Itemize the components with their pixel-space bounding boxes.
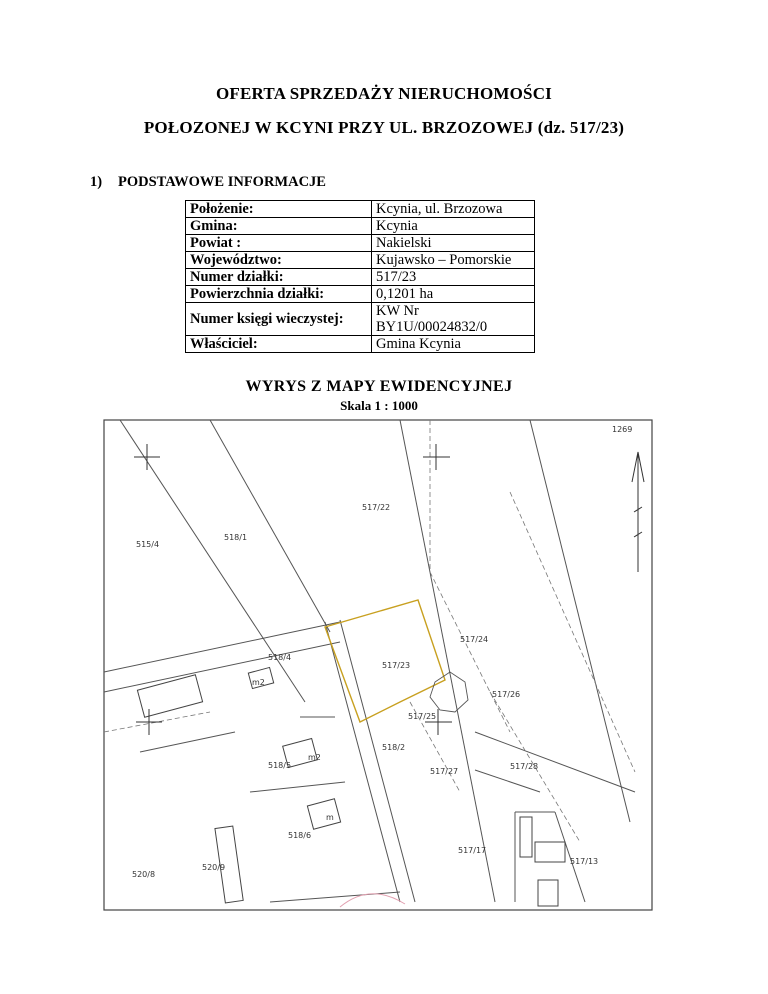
parcel-label: 520/8 bbox=[132, 870, 156, 879]
parcel-label: 517/17 bbox=[458, 846, 487, 855]
info-label: Powiat : bbox=[186, 235, 372, 252]
parcel-label: m2 bbox=[252, 678, 265, 687]
section-title: PODSTAWOWE INFORMACJE bbox=[118, 174, 326, 190]
parcel-label: 517/26 bbox=[492, 690, 521, 699]
parcel-label: m2 bbox=[308, 753, 321, 762]
info-row bbox=[186, 252, 535, 269]
parcel-label: 517/22 bbox=[362, 503, 391, 512]
document-title: OFERTA SPRZEDAŻY NIERUCHOMOŚCI bbox=[216, 84, 552, 103]
map-scale: Skala 1 : 1000 bbox=[340, 398, 418, 413]
cadastral-map bbox=[100, 372, 658, 912]
map-drawing bbox=[100, 372, 658, 912]
info-row bbox=[186, 286, 535, 303]
info-value: 0,1201 ha bbox=[372, 286, 535, 303]
info-label: Numer księgi wieczystej: bbox=[186, 303, 372, 336]
map-frame bbox=[104, 420, 652, 910]
parcel-label: 517/25 bbox=[408, 712, 437, 721]
info-row bbox=[186, 218, 535, 235]
north-arrow bbox=[632, 452, 644, 572]
parcel-label: 517/27 bbox=[430, 767, 459, 776]
map-heading: WYRYS Z MAPY EWIDENCYJNEJ bbox=[245, 378, 513, 395]
info-value: Kcynia bbox=[372, 218, 535, 235]
document-subtitle: POŁOZONEJ W KCYNI PRZY UL. BRZOZOWEJ (dz. 517/23) bbox=[143, 118, 625, 137]
junction-shape bbox=[430, 672, 468, 712]
parcel-label: 1269 bbox=[612, 425, 633, 434]
parcel-label: 517/24 bbox=[460, 635, 489, 644]
info-label: Właściciel: bbox=[186, 336, 372, 353]
info-label: Województwo: bbox=[186, 252, 372, 269]
info-value: Kujawsko – Pomorskie bbox=[372, 252, 535, 269]
parcel-label: 518/2 bbox=[382, 743, 406, 752]
info-row bbox=[186, 336, 535, 353]
parcel-label: 518/1 bbox=[224, 533, 248, 542]
info-label: Powierzchnia działki: bbox=[186, 286, 372, 303]
section-heading bbox=[90, 174, 326, 191]
info-row bbox=[186, 269, 535, 286]
parcel-label: m bbox=[326, 813, 334, 822]
info-row bbox=[186, 201, 535, 218]
info-label: Położenie: bbox=[186, 201, 372, 218]
info-value: Kcynia, ul. Brzozowa bbox=[372, 201, 535, 218]
parcel-label: 520/9 bbox=[202, 863, 226, 872]
info-value: KW Nr BY1U/00024832/0 bbox=[372, 303, 535, 336]
info-row bbox=[186, 303, 535, 336]
info-value: Gmina Kcynia bbox=[372, 336, 535, 353]
parcel-label: 518/4 bbox=[268, 653, 292, 662]
parcel-label: 518/5 bbox=[268, 761, 292, 770]
info-value: Nakielski bbox=[372, 235, 535, 252]
info-label: Gmina: bbox=[186, 218, 372, 235]
parcel-label: 515/4 bbox=[136, 540, 160, 549]
parcel-boundaries bbox=[104, 420, 635, 902]
section-number: 1) bbox=[90, 174, 103, 190]
info-row bbox=[186, 235, 535, 252]
parcel-label: 518/6 bbox=[288, 831, 312, 840]
parcel-label: 517/23 bbox=[382, 661, 411, 670]
info-value: 517/23 bbox=[372, 269, 535, 286]
parcel-label: 517/28 bbox=[510, 762, 539, 771]
grid-crosses bbox=[134, 444, 452, 735]
parcel-label: 517/13 bbox=[570, 857, 599, 866]
dashed-boundaries bbox=[104, 420, 635, 842]
info-label: Numer działki: bbox=[186, 269, 372, 286]
info-table bbox=[185, 200, 535, 353]
